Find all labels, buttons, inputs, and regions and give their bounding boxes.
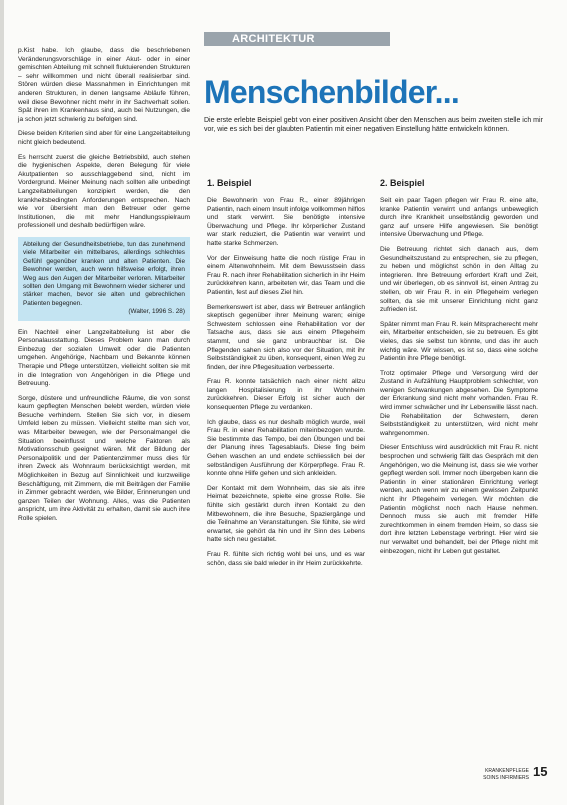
example-2-heading: 2. Beispiel <box>380 178 425 188</box>
right-paragraph: Trotz optimaler Pflege und Versorgung wird der Zustand in Aufzählung Hauptproblem schlechter, von wenigen Schwankungen abgesehen. Die Symptome der Erkrankung sind nicht mehr vorhanden. Frau R. wird immer schwächer und ihr Lebenswille lässt nach. Die Rehabilitation der Schwestern, deren Selbstständigkeit zu unterstützen, wird nicht mehr wahrgenommen. <box>380 369 538 437</box>
article-intro: Die erste erlebte Beispiel gebt von einer positiven Ansicht über den Menschen aus beim zweiten stelle ich mir vor, wie es sich bei der glaubten Patientin mit einer negativen Einstellung hätte entwickeln können. <box>204 117 543 133</box>
example-1-heading: 1. Beispiel <box>207 178 252 188</box>
page-edge-rail <box>0 0 4 805</box>
footer-publication: KRANKENPFLEGE SOINS INFIRMIERS <box>483 768 529 781</box>
middle-paragraph: Der Kontakt mit dem Wohnheim, das sie als ihre Heimat bezeichnete, spielte eine grosse Rolle. Sie fühlte sich gestärkt durch ihren Kontakt zu den Mitbewohnern, die ihre Besuche, Spaziergänge und die Teilnahme an Veranstaltungen. Sie fühlte, sie wird erwartet, sie gehört da hin und ihr Sinn des Lebens hatte sich neu gestaltet. <box>207 484 365 544</box>
right-column <box>380 178 538 562</box>
page-number: 15 <box>533 764 548 779</box>
right-paragraph: Seit ein paar Tagen pflegen wir Frau R. eine alte, kranke Patientin verwirrt und anfangs unbeweglich durch ihre Krankheit unselbständig geworden und ganz auf unsere Hilfe angewiesen. Sie benötigt intensive Überwachung und Pflege. <box>380 197 538 239</box>
middle-paragraph: Bemerkenswert ist aber, dass wir Betreuer anfänglich skeptisch gegenüber ihrer Meinung waren; einige Schwestern schlossen eine Rehabilitation vor der Tatsache aus, dass sie aus einem Pflegeheim stammt, und sie ganz unbrauchbar ist. Die Pflegenden sahen sich also vor der Situation, mit ihr Selbstständigkeit zu üben, konsequent, einen Weg zu finden, der ihre Pflegesituation verbesserte. <box>207 303 365 371</box>
left-paragraph: Es herrscht zuerst die gleiche Betriebsbild, auch stehen die hygienischen Aspekte, deren Belegung für viele Akutpatienten so ausschlaggebend sind, nicht im Vordergrund. Meiner Meinung nach sollten alle unbedingt Langzeitabteilungen konzipiert werden, die den krankheitsbedingten Anforderungen entsprechen. Nach wie vor übersieht man den Betreuer oder gerne Institutionen, die mit mehr Handlungsspielraum professionell und deshalb bedürftigen wäre. <box>18 153 190 230</box>
section-label: ARCHITEKTUR <box>232 33 315 45</box>
left-column <box>18 47 190 530</box>
middle-column <box>207 178 365 574</box>
middle-paragraph: Frau R. fühlte sich richtig wohl bei uns, und es war schön, dass sie bald wieder in ihr Heim zurückkehrte. <box>207 550 365 567</box>
article-title: Menschenbilder... <box>204 74 459 110</box>
middle-paragraph: Vor der Einweisung hatte die noch rüstige Frau in einem Altenwohnheim. Mit dem Bewusstsein dass Frau R. nach ihrer Rehabilitation sicherlich in ihr Heim zurückkehren kann, arbeiteten wir, das Team und die Patientin, fest auf dieses Ziel hin. <box>207 254 365 296</box>
middle-paragraph: Frau R. konnte tatsächlich nach einer nicht allzu langen Hospitalisierung in ihr Wohnheim zurückkehren. Dieser Erfolg ist sicher auch der konsequenten Pflege zu verdanken. <box>207 378 365 412</box>
pull-quote-text: Abteilung der Gesundheitsbetriebe, tun das zunehmend viele Mitarbeiter ein mittelbares, allerdings schlechtes Gefühl gegenüber kranken und alten Patienten. Die Bewohner werden, auch wenn hilfsweise erfolgt, ihren Weg aus den Augen der Mitarbeiter verloren. Mitarbeiter sollten den Umgang mit Bewohnern wieder sicherer und stärker machen, bevor sie alten und gebrechlichen Patienten begegnen. <box>23 240 185 307</box>
left-paragraph: Diese beiden Kriterien sind aber für eine Langzeitabteilung nicht gleich bedeutend. <box>18 130 190 146</box>
left-paragraph: p.Kist habe. Ich glaube, dass die beschriebenen Veränderungsvorschläge in einer Akut- oder in einer gemischten Abteilung mit schnell fluktuierenden Strukturen – sehr willkommen und nicht überall realisierbar sind. Stören würden diese Massnahmen in Einrichtungen mit anderen Strukturen, in denen langsame Abläufe führen, weil diese Bewohner nicht mehr in ihr Sachverhalt sollen. Spät ihren im Krankenhaus sind, auch bei Nutzungen, die ja schon jetzt schwierig zu befolgen sind. <box>18 47 190 123</box>
left-paragraph: Ein Nachteil einer Langzeitabteilung ist aber die Personalausstattung. Dieses Problem kann man durch Einbezug der sozialen Umwelt oder die Patienten umgehen. Angehörige, Nachbarn und Bekannte können Therapie und Pflege unterstützen, vielleicht sollten sie mit in die Integration von Angehörigen in die Pflege und Betreuung. <box>18 328 190 388</box>
right-paragraph: Die Betreuung richtet sich danach aus, dem Gesundheitszustand zu entsprechen, sie zu pflegen, zu heben und möglichst schön in den Alltag zu integrieren. Ihre Betreuung erfordert Kraft und Zeit, und wir überlegen, ob es sinnvoll ist, einen Antrag zu stellen, ob wir Frau R. in ein Pflegeheim verlegen sollten, da sie mit unserer Einrichtung nicht ganz zufrieden ist. <box>380 245 538 314</box>
right-paragraph: Später nimmt man Frau R. kein Mitspracherecht mehr ein, Mitarbeiter entscheiden, sie zu betreuen. Es gibt vieles, das sie selbst tun könnte, und das ihr auch wichtig wäre. Wir wissen, es ist so, dass eine solche Patientin ihre Pflege benötigt. <box>380 320 538 363</box>
pull-quote <box>18 237 190 321</box>
left-paragraph: Sorge, düstere und unfreundliche Räume, die von sonst kaum gepflegten Menschen belebt werden, würden viele Besuche verhindern. Stellen Sie sich vor, in diesem Umfeld leben zu müssen. Vielleicht stellte man sich vor, was Mitarbeiter bewegen, wie der Personalmangel die Situation beeinflusst und welche Faktoren als Motivationsschub geeignet wären. Mit der Bildung der Personalpolitik und der Patientenzimmer muss dies für ihren Zweck als Wohnraum berücksichtigt werden, mit Möglichkeiten in Bezug auf Sinnlichkeit und kurzweilige Beschäftigung, mit Zimmern, die mit Beiträgen der Familie in Zimmer gebracht werden, wie Bilder, Erinnerungen und ganzen Teilen der Wohnung. Alles, was die Patienten anspricht, um ihre Aktivität zu erhalten, damit sie auch ihre Rolle spielen. <box>18 394 190 522</box>
right-paragraph: Dieser Entschluss wird ausdrücklich mit Frau R. nicht besprochen und schwierig fällt das Gespräch mit den Angehörigen, wo die Meinung ist, dass sie wie vorher gepflegt werden soll. Immer noch übergeben kann die Patientin in einer stationären Einrichtung verlegt werden, auch wenn wir zu einem gewissen Zeitpunkt nicht ihr Pflegeheim verlegen. Wir möchten die Patientin möglichst noch nach Hause nehmen. Dennoch muss sie auch mit fremder Hilfe zurechtkommen in einem fremden Heim, so dass sie dort ihre letzten Lebenstage verbringt. Hier wird sie nur verwaltet und behandelt, bei der Pflege nicht mit einbezogen, nicht ihr Leben gut gestaltet. <box>380 444 538 555</box>
middle-paragraph: Ich glaube, dass es nur deshalb möglich wurde, weil Frau R. in einer Rehabilitation miteinbezogen wurde. Sie bestimmte das Tempo, bei den Übungen und bei der Planung ihres Tagesablaufs. Diese fing beim Gehen waschen an und endete schliesslich bei der selbständigen Ausführung der Körperpflege. Frau R. konnte ohne Hilfe gehen und sich ankleiden. <box>207 418 365 478</box>
middle-paragraph: Die Bewohnerin von Frau R., einer 89jährigen Patientin, nach einem Insult infolge vollkommen hilflos und stark verwirrt. Sie benötigte intensive Überwachung und Pflege. Ihr körperlicher Zustand war stark reduziert, die Patientin war verwirrt und hatte starke Schmerzen. <box>207 197 365 247</box>
pull-quote-source: (Walter, 1996 S. 28) <box>128 308 185 316</box>
